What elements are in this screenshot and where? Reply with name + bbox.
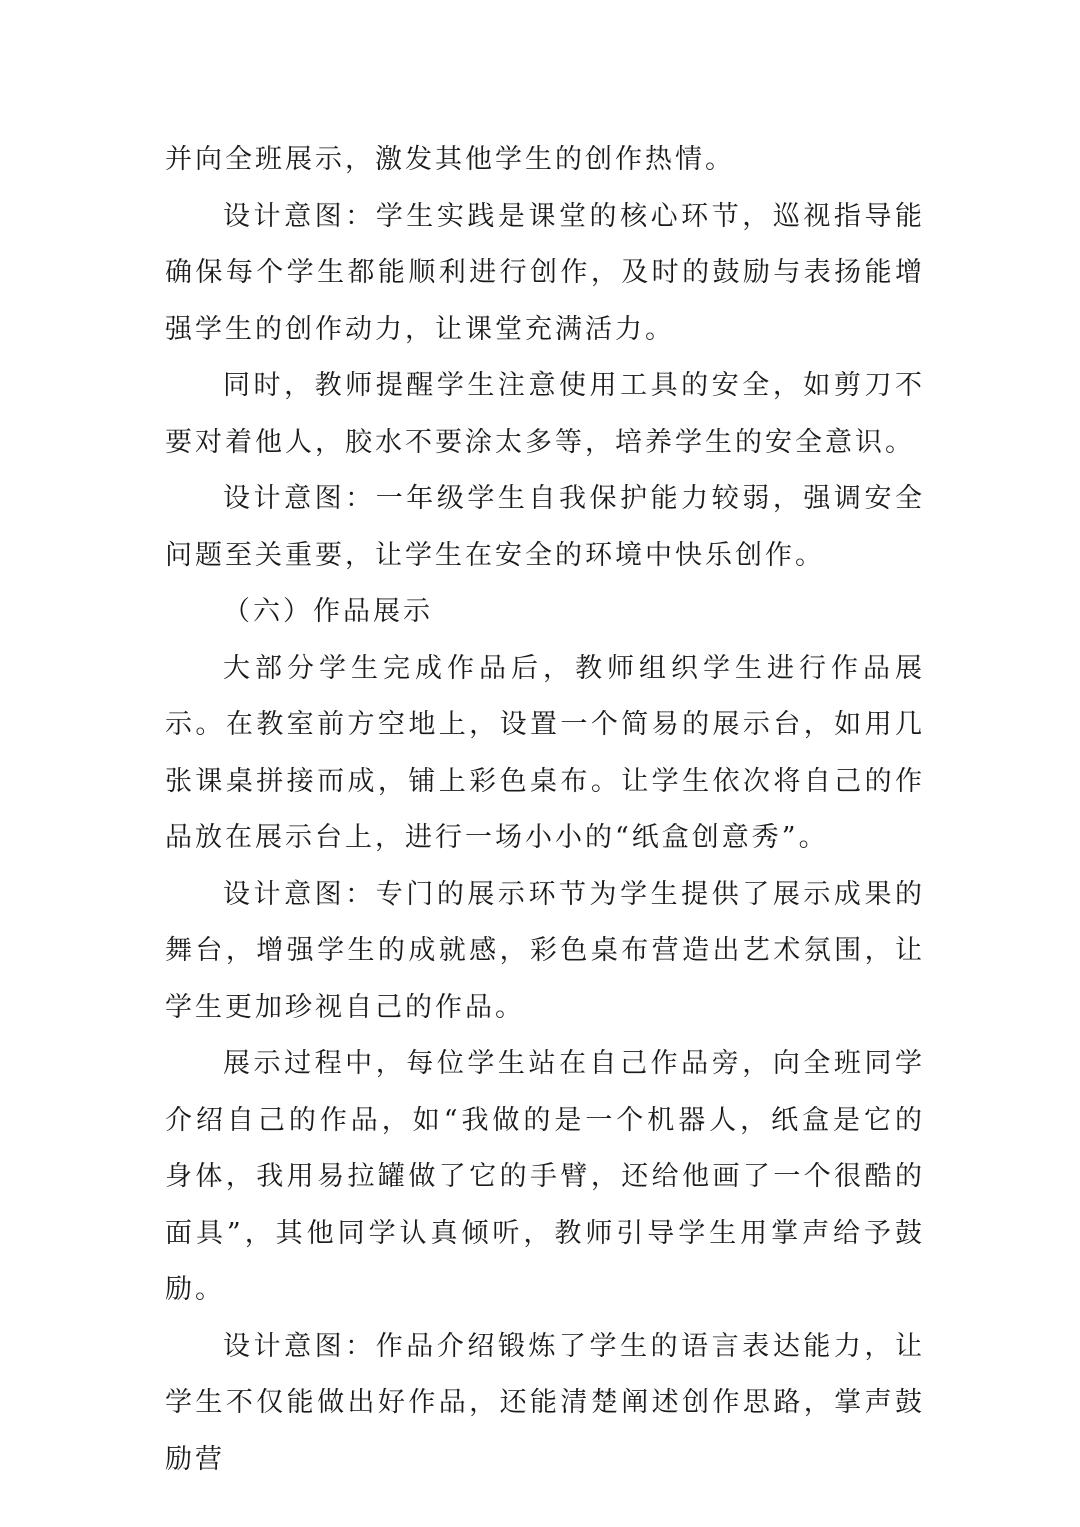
paragraph: 并向全班展示，激发其他学生的创作热情。	[165, 144, 735, 175]
section-heading: （六）作品展示	[223, 596, 433, 627]
paragraph: 同时，教师提醒学生注意使用工具的安全，如剪刀不要对着他人，胶水不要涂太多等，培养学生的安全意识。	[165, 370, 925, 458]
paragraph: 设计意图：学生实践是课堂的核心环节，巡视指导能确保每个学生都能顺利进行创作，及时的鼓励与表扬能增强学生的创作动力，让课堂充满活力。	[165, 200, 925, 345]
paragraph: 大部分学生完成作品后，教师组织学生进行作品展示。在教室前方空地上，设置一个简易的展示台，如用几张课桌拼接而成，铺上彩色桌布。让学生依次将自己的作品放在展示台上，进行一场小小的“纸盒创意秀”。	[165, 652, 925, 853]
document-body	[165, 132, 925, 1488]
paragraph: 设计意图：作品介绍锻炼了学生的语言表达能力，让学生不仅能做出好作品，还能清楚阐述创作思路，掌声鼓励营	[165, 1330, 925, 1475]
paragraph: 展示过程中，每位学生站在自己作品旁，向全班同学介绍自己的作品，如“我做的是一个机器人，纸盒是它的身体，我用易拉罐做了它的手臂，还给他画了一个很酷的面具”，其他同学认真倾听，教师引导学生用掌声给予鼓励。	[165, 1048, 925, 1305]
paragraph: 设计意图：专门的展示环节为学生提供了展示成果的舞台，增强学生的成就感，彩色桌布营造出艺术氛围，让学生更加珍视自己的作品。	[165, 878, 925, 1023]
paragraph: 设计意图：一年级学生自我保护能力较弱，强调安全问题至关重要，让学生在安全的环境中快乐创作。	[165, 483, 925, 571]
